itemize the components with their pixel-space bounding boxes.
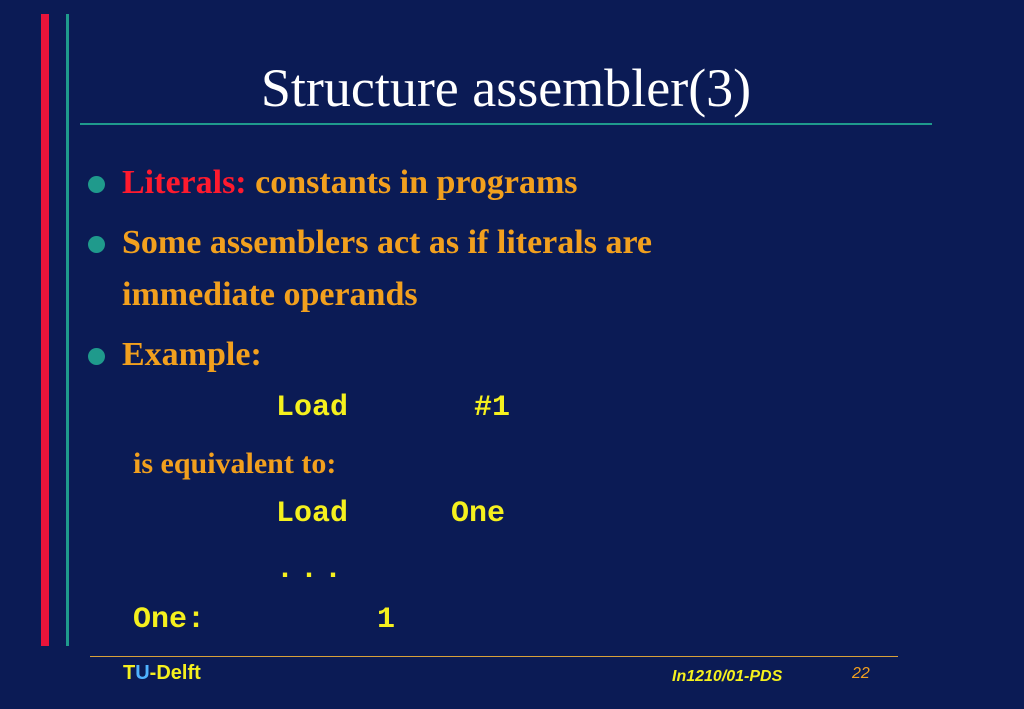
slide-title: Structure assembler(3) — [260, 58, 752, 118]
bullet-literals-text — [122, 156, 578, 210]
code-load-op-2: Load — [276, 497, 349, 531]
bullet-literals-label: Literals: — [122, 164, 247, 201]
bullet-assemblers-line1: Some assemblers act as if literals are — [122, 224, 653, 261]
left-red-bar — [41, 14, 49, 646]
footer-divider — [90, 656, 898, 657]
code-value-one: 1 — [377, 603, 396, 637]
bullet-literals-body: constants in programs — [255, 164, 578, 201]
left-teal-bar — [66, 14, 69, 646]
logo-rest: -Delft — [149, 662, 201, 684]
bullet-example-text: Example: — [122, 336, 262, 373]
bullet-dot-icon — [88, 176, 105, 193]
code-load-op-1: Load — [276, 391, 349, 425]
tu-delft-logo — [123, 662, 201, 685]
equivalent-text: is equivalent to: — [133, 447, 337, 480]
title-divider — [80, 123, 932, 125]
code-ellipsis: ... — [276, 553, 349, 587]
bullet-assemblers-line2: immediate operands — [122, 276, 418, 313]
code-load-arg-1: #1 — [474, 391, 511, 425]
page-number: 22 — [852, 665, 870, 682]
bullet-dot-icon — [88, 236, 105, 253]
course-code: In1210/01-PDS — [672, 668, 783, 685]
code-load-arg-2: One — [451, 497, 506, 531]
logo-u: U — [135, 662, 150, 684]
logo-t: T — [123, 662, 136, 684]
bullet-dot-icon — [88, 348, 105, 365]
code-label-one: One: — [133, 603, 206, 637]
